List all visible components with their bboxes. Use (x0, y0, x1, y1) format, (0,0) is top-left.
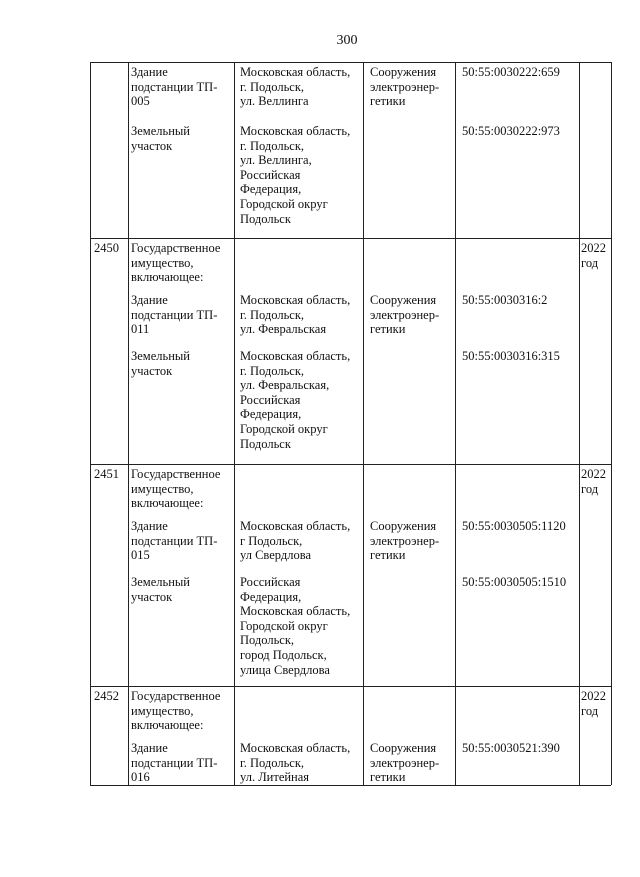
property-group-header: Государственное имущество, включающее: (131, 467, 221, 511)
object-address: Московская область, г. Подольск, ул. Февральская, Российская Федерация, Городской округ Подольск (240, 349, 351, 451)
column-border (128, 62, 129, 785)
row-border (90, 62, 611, 63)
object-purpose: Сооружения электроэнер- гетики (370, 65, 440, 109)
object-address: Московская область, г. Подольск, ул. Литейная (240, 741, 351, 785)
object-name: Здание подстанции ТП- 005 (131, 65, 218, 109)
object-name: Земельный участок (131, 124, 190, 153)
property-group-header: Государственное имущество, включающее: (131, 689, 221, 733)
column-border (579, 62, 580, 785)
row-number: 2452 (94, 689, 119, 703)
cadastral-number: 50:55:0030521:390 (462, 741, 560, 755)
object-name: Здание подстанции ТП- 015 (131, 519, 218, 563)
cadastral-number: 50:55:0030222:973 (462, 124, 560, 138)
row-number: 2450 (94, 241, 119, 255)
registry-year: 2022 год (581, 689, 606, 718)
object-purpose: Сооружения электроэнер- гетики (370, 741, 440, 785)
cadastral-number: 50:55:0030316:315 (462, 349, 560, 363)
cadastral-number: 50:55:0030505:1510 (462, 575, 567, 589)
object-address: Московская область, г. Подольск, ул. Веллинга, Российская Федерация, Городской округ Подольск (240, 124, 351, 226)
column-border (611, 62, 612, 785)
object-address: Российская Федерация, Московская область, Городской округ Подольск, город Подольск, улица Свердлова (240, 575, 351, 677)
column-border (234, 62, 235, 785)
cadastral-number: 50:55:0030222:659 (462, 65, 560, 79)
row-number: 2451 (94, 467, 119, 481)
page-number: 300 (336, 33, 358, 48)
object-address: Московская область, г Подольск, ул Свердлова (240, 519, 351, 563)
column-border (90, 62, 91, 785)
object-name: Здание подстанции ТП- 016 (131, 741, 218, 785)
cadastral-number: 50:55:0030316:2 (462, 293, 548, 307)
object-name: Земельный участок (131, 349, 190, 378)
row-border (90, 686, 611, 687)
object-name: Здание подстанции ТП- 011 (131, 293, 218, 337)
registry-year: 2022 год (581, 467, 606, 496)
object-address: Московская область, г. Подольск, ул. Веллинга (240, 65, 351, 109)
registry-year: 2022 год (581, 241, 606, 270)
row-border (90, 785, 611, 786)
object-name: Земельный участок (131, 575, 190, 604)
cadastral-number: 50:55:0030505:1120 (462, 519, 566, 533)
object-purpose: Сооружения электроэнер- гетики (370, 293, 440, 337)
object-purpose: Сооружения электроэнер- гетики (370, 519, 440, 563)
row-border (90, 464, 611, 465)
column-border (455, 62, 456, 785)
property-group-header: Государственное имущество, включающее: (131, 241, 221, 285)
column-border (363, 62, 364, 785)
object-address: Московская область, г. Подольск, ул. Февральская (240, 293, 351, 337)
row-border (90, 238, 611, 239)
property-registry-table (90, 62, 611, 785)
